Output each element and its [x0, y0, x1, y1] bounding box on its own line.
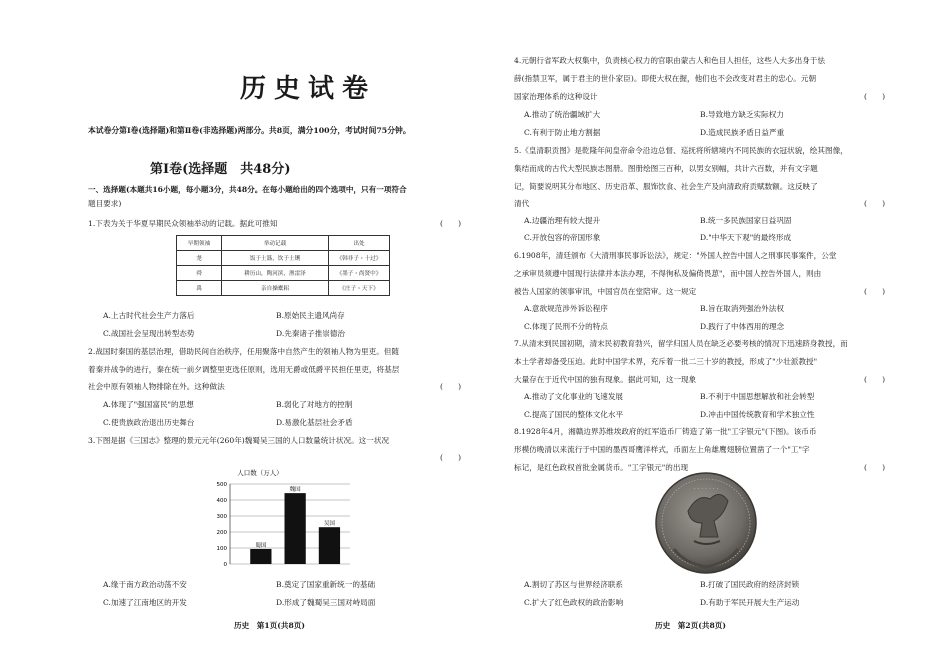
- answer-bracket: ( ): [864, 199, 886, 208]
- option-d[interactable]: D.易激化基层社会矛盾: [276, 418, 353, 427]
- answer-bracket: ( ): [440, 382, 462, 391]
- option-b[interactable]: B.统一多民族国家日益巩固: [700, 216, 792, 225]
- option-c[interactable]: C.战国社会呈现出转型态势: [103, 329, 195, 338]
- answer-bracket: ( ): [864, 463, 886, 472]
- option-c[interactable]: C.有利于防止地方割据: [524, 128, 601, 137]
- chart-y-tick-label: 100: [216, 546, 227, 552]
- option-a[interactable]: A.上古时代社会生产力落后: [103, 311, 195, 320]
- table-cell: 《墨子・尚贤中》: [329, 266, 390, 281]
- chart-y-ticks: [217, 482, 228, 568]
- answer-bracket: ( ): [440, 453, 462, 462]
- page-footer-right: 历史 第2页(共8页): [655, 621, 726, 630]
- q5-stem-line: 5.《皇清职贡图》是乾隆年间皇帝命令沿边总督、巡抚将所辖境内不同民族的衣冠状貌，绘其图像，: [514, 146, 848, 155]
- option-b[interactable]: B.弱化了对地方的控制: [276, 400, 353, 409]
- option-d[interactable]: D.有助于军民开展大生产运动: [700, 598, 800, 607]
- q6-stem-line: 被告人国家的领事审讯，中国官员在堂陪审。这一规定: [514, 287, 697, 296]
- table-cell: 亲自操橐耜: [222, 281, 329, 296]
- silver-coin-image: [654, 471, 758, 575]
- chart-y-tick-label: 400: [216, 498, 227, 504]
- chart-y-tick-label: 0: [223, 562, 227, 568]
- chart-bar-label: 魏国: [289, 487, 301, 494]
- option-c[interactable]: C.开放包容的帝国形象: [524, 233, 601, 242]
- option-c[interactable]: C.体现了民刑不分的特点: [524, 322, 608, 331]
- table-header-row: [177, 236, 390, 251]
- option-a[interactable]: A.缘于南方政治动荡不安: [103, 580, 187, 589]
- chart-bar: [285, 493, 306, 564]
- q2-stem-line: 社会中原有领袖人物排除在外。这种做法: [88, 382, 225, 391]
- section-title: 第Ⅰ卷(选择题 共48分): [150, 162, 291, 177]
- q7-stem-line: 7.从清末到民国初期，清末民初教育勃兴，留学归国人员在缺乏必要考核的情况下迅速跻身教授，而: [514, 339, 848, 348]
- table-header-cell: 出处: [329, 236, 390, 251]
- option-d[interactable]: D.造成民族矛盾日益严重: [700, 128, 785, 137]
- chart-bar: [250, 549, 271, 564]
- q6-stem-line: 6.1908年，清廷颁布《大清刑事民事诉讼法》，规定："外国人控告中国人之刑事民事案件，公堂: [514, 251, 837, 260]
- q5-stem-line: 清代: [514, 199, 530, 208]
- page-footer-left: 历史 第1页(共8页): [234, 621, 305, 630]
- chart-y-tick-label: 500: [216, 482, 227, 488]
- instructions-line: 题目要求): [88, 199, 122, 208]
- option-a[interactable]: A.推动了文化事业的飞速发展: [524, 392, 624, 401]
- q3-stem: 3.下图是据《三国志》整理的景元元年(260年)魏蜀吴三国的人口数量统计状况。这一状况: [88, 436, 390, 445]
- option-b[interactable]: B.不利于中国思想解放和社会转型: [700, 392, 815, 401]
- table-cell: 饭于土簋，饮于土铏: [222, 251, 329, 266]
- q2-stem-line: 着秦并战争的进行，秦在统一前夕调整里吏选任原则，选用无爵或低爵平民担任里吏，将基层: [88, 365, 400, 374]
- q4-stem-line: 薛(指禁卫军，属于君主的世仆家臣)。即使大权在握，他们也不会改变对君主的忠心。元朝: [514, 74, 817, 83]
- q5-stem-line: 集结而成的古代大型民族志图册。图册绘图三百种，以男女别幅，共计六百数，并有文字题: [514, 164, 818, 173]
- option-c[interactable]: C.使贵族政治退出历史舞台: [103, 418, 195, 427]
- q1-stem: 1.下表为关于华夏早期民众领袖举动的记载。据此可推知: [88, 219, 278, 228]
- chart-bar-label: 蜀国: [255, 542, 267, 549]
- q4-stem-line: 国家治理体系的这种设计: [514, 92, 598, 101]
- q8-stem-line: 8.1928年4月，湘赣边界苏维埃政府的红军造币厂铸造了第一批"工字银元"(下图)。该币币: [514, 427, 817, 436]
- option-b[interactable]: B.奠定了国家重新统一的基础: [276, 580, 376, 589]
- answer-bracket: ( ): [864, 92, 886, 101]
- option-c[interactable]: C.提高了国民的整体文化水平: [524, 410, 624, 419]
- q7-stem-line: 大量存在于近代中国的独有现象。据此可知，这一现象: [514, 375, 697, 384]
- exam-intro: 本试卷分第Ⅰ卷(选择题)和第Ⅱ卷(非选择题)两部分。共8页，满分100分，考试时间75分钟。: [88, 126, 411, 135]
- option-a[interactable]: A.割切了苏区与世界经济联系: [524, 580, 624, 589]
- option-d[interactable]: D.冲击中国传统教育和学术独立性: [700, 410, 815, 419]
- q5-stem-line: 记，简要说明其分布地区、历史沿革、服饰饮食、社会生产及向清政府贡赋数额。这反映了: [514, 182, 818, 191]
- q8-stem-line: 形模仿晚清以来流行于中国的墨西哥鹰洋样式，币面左上角雄鹰翅膀位置凿了一个"工"字: [514, 445, 810, 454]
- option-a[interactable]: A.意欲规范涉外诉讼程序: [524, 304, 608, 313]
- q2-stem-line: 2.战国时秦国的基层治理，借助民间自治秩序，任用聚落中自然产生的领袖人物为里吏。但随: [88, 347, 399, 356]
- exam-title: 历史试卷: [240, 74, 377, 104]
- option-a[interactable]: A.体现了"强国富民"的思想: [103, 400, 194, 409]
- option-d[interactable]: D.践行了中体西用的理念: [700, 322, 785, 331]
- answer-bracket: ( ): [864, 375, 886, 384]
- table-header-cell: 举动记载: [222, 236, 329, 251]
- table-cell: 尧: [177, 251, 222, 266]
- table-cell: 耕历山，陶河滨，渔雷泽: [222, 266, 329, 281]
- chart-bar: [319, 527, 340, 564]
- q8-stem-line: 标记，是红色政权首批金属货币。"工字银元"的出现: [514, 463, 689, 472]
- option-c[interactable]: C.扩大了红色政权的政治影响: [524, 598, 624, 607]
- chart-bars: [250, 493, 340, 564]
- option-d[interactable]: D.形成了魏蜀吴三国对峙局面: [276, 598, 376, 607]
- option-b[interactable]: B.导致地方缺乏实际权力: [700, 110, 784, 119]
- option-c[interactable]: C.加速了江南地区的开发: [103, 598, 187, 607]
- table-header-cell: 早期领袖: [177, 236, 222, 251]
- option-a[interactable]: A.推动了统治疆域扩大: [524, 110, 601, 119]
- q1-record-table: [176, 235, 390, 296]
- table-row: [177, 281, 390, 296]
- q6-stem-line: 之承审员须遵中国现行法律并本法办理，不得徇私及偏倚畏葸"，而中国人控告外国人，则由: [514, 269, 822, 278]
- instructions-line: 一、选择题(本题共16小题，每小题3分，共48分。在每小题给出的四个选项中，只有一项符合: [88, 185, 407, 194]
- table-cell: 《庄子・天下》: [329, 281, 390, 296]
- option-b[interactable]: B.旨在取消列强治外法权: [700, 304, 784, 313]
- table-cell: 舜: [177, 266, 222, 281]
- answer-bracket: ( ): [440, 219, 462, 228]
- table-row: [177, 266, 390, 281]
- q4-stem-line: 4.元朝行省军政大权集中，负责核心权力的官职由蒙古人和色目人担任，这些人大多出身于怯: [514, 56, 825, 65]
- population-bar-chart: [200, 466, 360, 576]
- option-d[interactable]: D."中华天下观"的最终形成: [700, 233, 792, 242]
- svg-text:· · · · · · ·: · · · · · · ·: [693, 486, 719, 493]
- option-d[interactable]: D.先秦诸子推崇德治: [276, 329, 345, 338]
- option-b[interactable]: B.原始民主遗风尚存: [276, 311, 345, 320]
- option-a[interactable]: A.边疆治理有较大提升: [524, 216, 601, 225]
- table-cell: 禹: [177, 281, 222, 296]
- table-row: [177, 251, 390, 266]
- chart-title: 人口数（万人）: [237, 469, 283, 477]
- chart-y-tick-label: 300: [216, 514, 227, 520]
- table-cell: 《韩非子・十过》: [329, 251, 390, 266]
- chart-bar-label: 吴国: [323, 521, 335, 528]
- answer-bracket: ( ): [864, 287, 886, 296]
- option-b[interactable]: B.打破了国民政府的经济封锁: [700, 580, 800, 589]
- q7-stem-line: 本土学者却备受压迫。此时中国学术界，充斥着一批二三十岁的教授，形成了"少壮派教授": [514, 357, 818, 366]
- chart-y-tick-label: 200: [216, 530, 227, 536]
